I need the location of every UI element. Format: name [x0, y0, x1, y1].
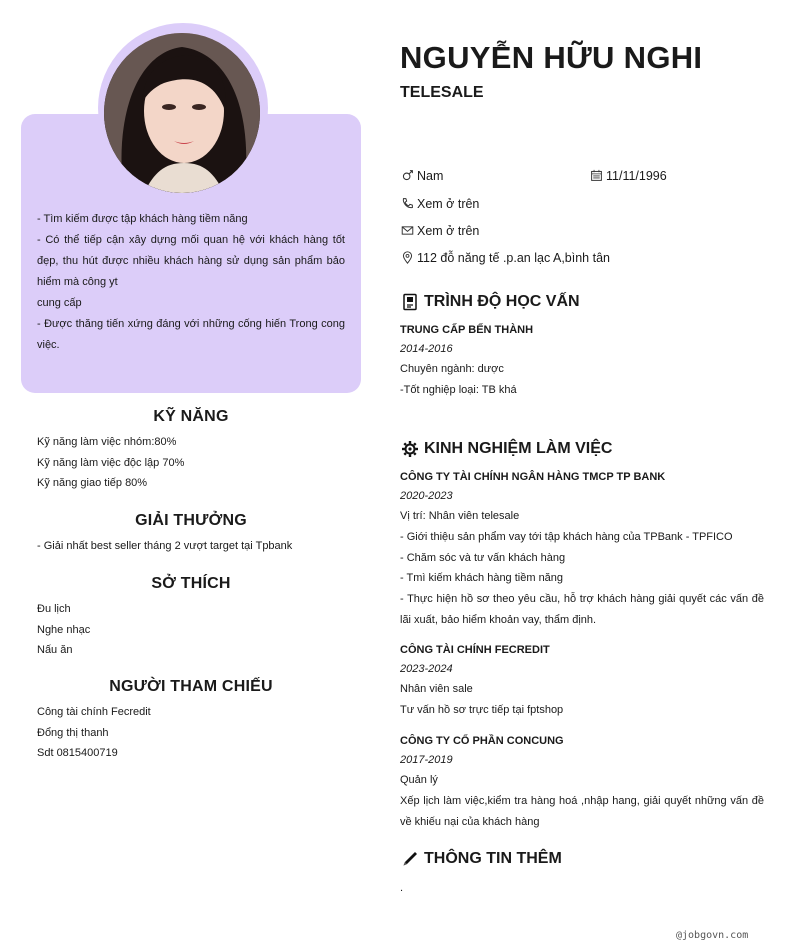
pen-icon — [400, 849, 420, 869]
email-row — [400, 223, 479, 238]
job-line: Quản lý — [400, 774, 438, 786]
birthday-value: 11/11/1996 — [606, 168, 667, 183]
skill-item: Kỹ năng làm việc độc lập 70% — [37, 456, 185, 469]
job-line: - Tmì kiếm khách hàng tiềm năng — [400, 572, 564, 585]
job-period: 2017-2019 — [400, 754, 453, 766]
calendar-icon — [589, 168, 604, 183]
experience-heading — [400, 439, 612, 459]
awards-title: GIẢI THƯỞNG — [135, 512, 247, 529]
additional-heading — [400, 849, 562, 869]
job-entry — [400, 641, 764, 721]
additional-title: THÔNG TIN THÊM — [424, 850, 562, 867]
phone-value: Xem ở trên — [417, 196, 480, 211]
location-pin-icon — [400, 250, 415, 265]
hobby-item: Đu lịch — [37, 603, 71, 615]
job-line: - Thực hiện hồ sơ theo yêu cầu, hỗ trợ khách hàng giải quyết các vấn đề lãi xuất, bảo hiểm khoản vay, thẩm định. — [400, 593, 764, 626]
education-line: Chuyên ngành: dược — [400, 363, 504, 375]
skills-title: KỸ NĂNG — [153, 408, 229, 425]
address-row — [400, 250, 610, 265]
skill-item: Kỹ năng giao tiếp 80% — [37, 477, 148, 490]
references-section — [37, 678, 345, 764]
job-line: - Chăm sóc và tư vấn khách hàng — [400, 551, 566, 564]
job-entry — [400, 732, 764, 832]
company-name: CÔNG TY TÀI CHÍNH NGÂN HÀNG TMCP TP BANK — [400, 471, 666, 483]
gender-icon — [400, 168, 415, 183]
additional-text: . — [400, 882, 404, 894]
education-entry — [400, 321, 764, 401]
job-line: - Giới thiệu sản phẩm vay tới tập khách hàng của TPBank - TPFICO — [400, 530, 733, 543]
education-icon — [400, 292, 420, 312]
education-period: 2014-2016 — [400, 343, 453, 355]
watermark: @jobgovn.com — [676, 930, 749, 941]
phone-row — [400, 196, 479, 211]
skill-item: Kỹ năng làm việc nhóm:80% — [37, 436, 177, 448]
reference-item: Công tài chính Fecredit — [37, 706, 151, 718]
references-title: NGƯỜI THAM CHIẾU — [109, 678, 273, 695]
phone-icon — [400, 196, 415, 211]
skills-section — [37, 408, 345, 494]
gender-row — [400, 168, 443, 183]
school-name: TRUNG CẤP BẾN THÀNH — [400, 324, 534, 336]
hobbies-title: SỞ THÍCH — [151, 575, 231, 592]
job-line: Tư vấn hồ sơ trực tiếp tại fptshop — [400, 703, 564, 716]
objective-line: - Có thể tiếp cận xây dựng mối quan hệ với khách hàng tốt đẹp, thu hút được nhiều khách hàng sử dụng sản phẩm bảo hiểm mà công yt — [37, 234, 345, 288]
job-period: 2023-2024 — [400, 663, 453, 675]
candidate-position: TELESALE — [400, 84, 484, 101]
email-value: Xem ở trên — [417, 223, 480, 238]
company-name: CÔNG TÀI CHÍNH FECREDIT — [400, 644, 550, 656]
job-period: 2020-2023 — [400, 490, 453, 502]
hobbies-section — [37, 575, 345, 661]
reference-item: Sdt 0815400719 — [37, 747, 118, 760]
award-item: - Giải nhất best seller tháng 2 vượt target tại Tpbank — [37, 540, 293, 552]
objective-text — [37, 209, 345, 356]
gear-icon — [400, 439, 420, 459]
job-line: Xếp lịch làm việc,kiểm tra hàng hoá ,nhập hang, giải quyết những vấn đề về khiếu nại của khách hàng — [400, 794, 764, 828]
education-heading — [400, 292, 580, 312]
address-value: 112 đỗ năng tế .p.an lạc A,bình tân — [417, 250, 610, 265]
avatar-photo — [104, 33, 260, 193]
job-entry — [400, 468, 764, 631]
education-title: TRÌNH ĐỘ HỌC VẤN — [424, 293, 580, 310]
job-line: Vị trí: Nhân viên telesale — [400, 510, 520, 522]
objective-line: - Được thăng tiến xứng đáng với những cống hiến Trong cong việc. — [37, 318, 345, 351]
objective-line: - Tìm kiếm được tập khách hàng tiềm năng — [37, 213, 248, 225]
hobby-item: Nghe nhạc — [37, 623, 91, 636]
awards-section — [37, 512, 345, 557]
experience-title: KINH NGHIỆM LÀM VIỆC — [424, 440, 613, 457]
avatar — [104, 33, 260, 193]
birthday-row — [589, 168, 667, 183]
company-name: CÔNG TY CỔ PHẦN CONCUNG — [400, 735, 564, 747]
hobby-item: Nấu ăn — [37, 644, 73, 657]
gender-value: Nam — [417, 168, 444, 183]
objective-line: cung cấp — [37, 297, 82, 309]
reference-item: Đổng thị thanh — [37, 726, 109, 739]
candidate-name: NGUYỄN HỮU NGHI — [400, 40, 703, 75]
education-line: -Tốt nghiệp loại: TB khá — [400, 383, 517, 396]
job-line: Nhân viên sale — [400, 683, 473, 695]
additional-body — [400, 878, 764, 899]
envelope-icon — [400, 223, 415, 238]
